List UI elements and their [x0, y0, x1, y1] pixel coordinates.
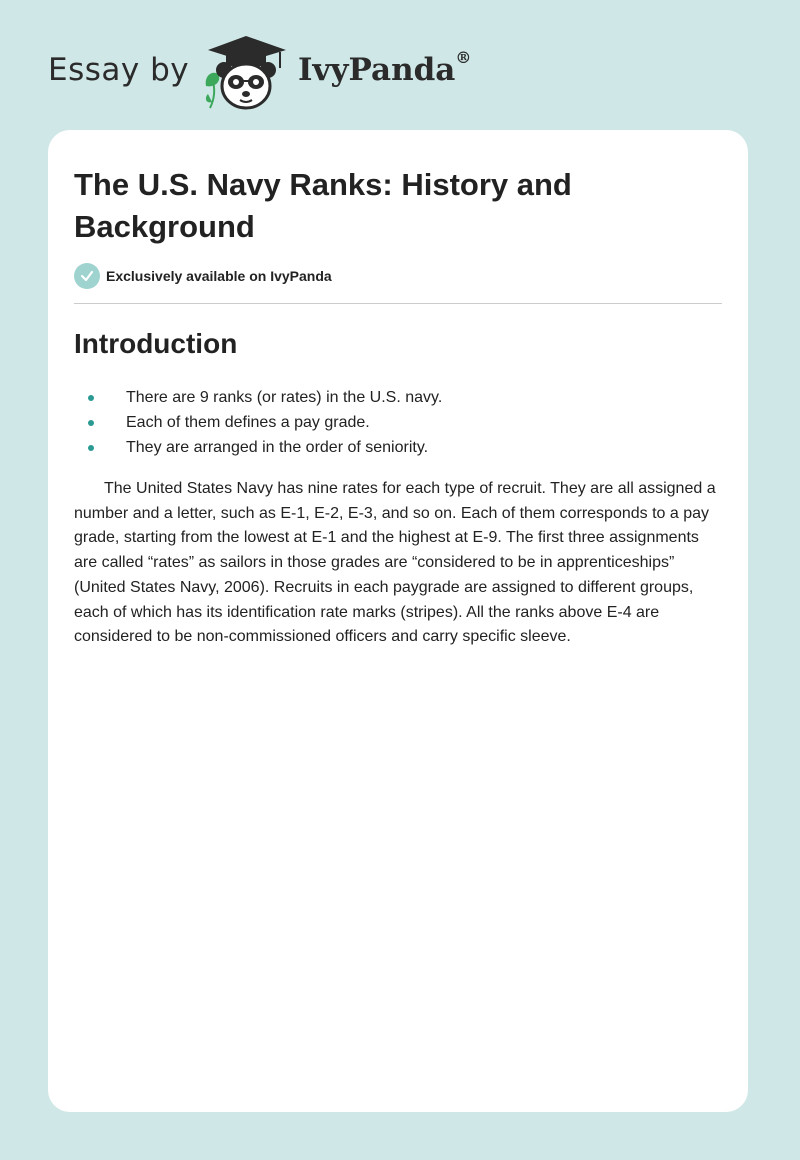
essay-card	[48, 130, 748, 1112]
body-paragraph: The United States Navy has nine rates for each type of recruit. They are all assigned a number and a letter, such as E-1, E-2, E-3, and so on. Each of them corresponds to a pay grade, starting from the lowest at E-1 and the highest at E-9. The first three assignments are called “rates” as sailors in those grades are “considered to be in apprenticeships” (United States Navy, 2006). Recruits in each paygrade are assigned to different groups, each of which has its identification rate marks (stripes). All the ranks above E-4 are considered to be non-commissioned officers and carry specific sleeve.	[74, 480, 716, 646]
list-item	[74, 435, 714, 460]
list-item	[74, 385, 714, 410]
page-title: The U.S. Navy Ranks: History and Background	[74, 167, 572, 244]
bullet-text: They are arranged in the order of seniority.	[126, 439, 429, 456]
bullet-dot-icon	[88, 420, 94, 426]
divider	[74, 303, 722, 304]
exclusive-badge-text: Exclusively available on IvyPanda	[106, 268, 332, 284]
section-title: Introduction	[74, 328, 238, 359]
exclusive-badge	[74, 263, 332, 289]
bullet-text: Each of them defines a pay grade.	[126, 414, 370, 431]
bullet-dot-icon	[88, 395, 94, 401]
bullet-text: There are 9 ranks (or rates) in the U.S. navy.	[126, 389, 443, 406]
bullet-list	[74, 385, 714, 460]
site-header	[48, 30, 508, 110]
panda-graduate-logo-icon[interactable]	[202, 34, 290, 112]
essay-by-label: Essay by	[48, 52, 190, 88]
brand-name-text: IvyPanda	[298, 52, 456, 88]
registered-mark: ®	[455, 47, 472, 67]
list-item	[74, 410, 714, 435]
brand-name[interactable]	[298, 47, 472, 88]
check-circle-icon	[74, 263, 100, 289]
bullet-dot-icon	[88, 445, 94, 451]
